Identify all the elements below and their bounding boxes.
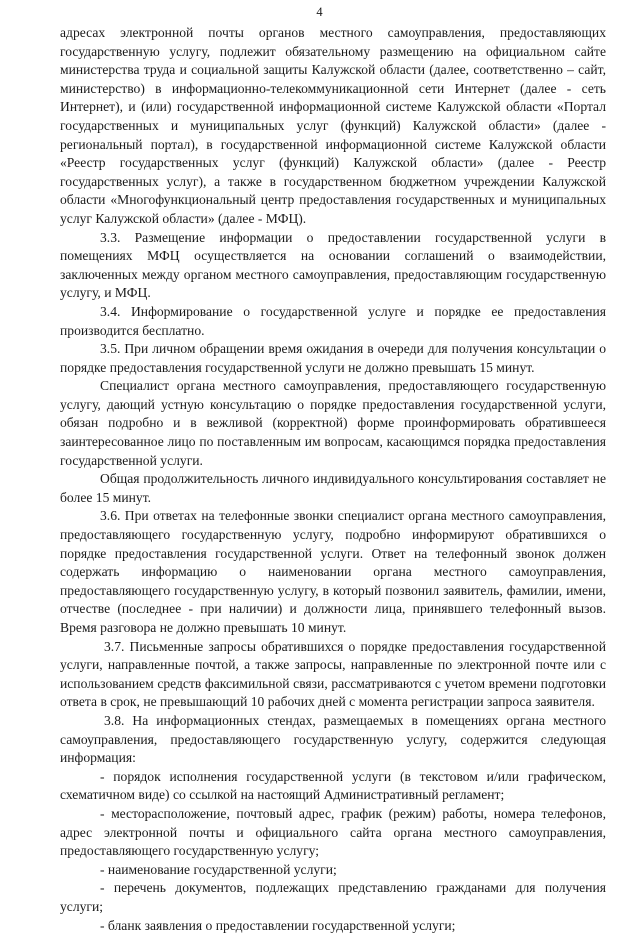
paragraph-intro-continuation: адресах электронной почты органов местного самоуправления, предоставляющих государственную услугу, подлежит обязательному размещению на официальном сайте министерства труда и социальной защиты Калужской области (далее, соответственно – сайт, министерство) в информационно-телекоммуникационной сети Интернет (далее - сеть Интернет), и (или) государственной информационной системе Калужской области «Портал государственных и муниципальных услуг (функций) Калужской области» (далее - региональный портал), в государственной информационной системе Калужской области «Реестр государственных услуг (функций) Калужской области» (далее - Реестр государственных услуг), а также в государственном бюджетном учреждении Калужской области «Многофункциональный центр предоставления государственных и муниципальных услуг Калужской области» (далее - МФЦ).	[60, 24, 606, 229]
paragraph-3-5: 3.5. При личном обращении время ожидания в очереди для получения консультации о порядке предоставления государственной услуги не должно превышать 15 минут.	[60, 340, 606, 377]
page-number: 4	[0, 4, 639, 20]
paragraph-3-6: 3.6. При ответах на телефонные звонки специалист органа местного самоуправления, предоставляющего государственную услугу, подробно информируют обратившихся о порядке предоставления государственной услуги. Ответ на телефонный звонок должен содержать информацию о наименовании органа местного самоуправления, предоставляющего государственную услугу, в который позвонил заявитель, фамилии, имени, отчестве (последнее - при наличии) и должности лица, принявшего телефонный вызов. Время разговора не должно превышать 10 минут.	[60, 507, 606, 637]
list-item-documents: - перечень документов, подлежащих представлению гражданами для получения услуги;	[60, 879, 606, 916]
paragraph-3-7: 3.7. Письменные запросы обратившихся о порядке предоставления государственной услуги, направленные почтой, а также запросы, направленные по электронной почте или с использованием средств факсимильной связи, рассматриваются с учетом времени подготовки ответа в срок, не превышающий 10 рабочих дней с момента регистрации запроса заявителя.	[60, 638, 606, 712]
list-item-application-form: - бланк заявления о предоставлении государственной услуги;	[60, 917, 606, 935]
document-body	[60, 24, 606, 935]
paragraph-consultation-duration: Общая продолжительность личного индивидуального консультирования составляет не более 15 минут.	[60, 470, 606, 507]
list-item-procedure: - порядок исполнения государственной услуги (в текстовом и/или графическом, схематичном виде) со ссылкой на настоящий Административный регламент;	[60, 768, 606, 805]
list-item-service-name: - наименование государственной услуги;	[60, 861, 606, 880]
list-item-location-contacts: - месторасположение, почтовый адрес, график (режим) работы, номера телефонов, адрес электронной почты и официального сайта органа местного самоуправления, предоставляющего государственную услугу;	[60, 805, 606, 861]
paragraph-3-8: 3.8. На информационных стендах, размещаемых в помещениях органа местного самоуправления, предоставляющего государственную услугу, содержится следующая информация:	[60, 712, 606, 768]
paragraph-specialist-consultation: Специалист органа местного самоуправления, предоставляющего государственную услугу, дающий устную консультацию о порядке предоставления государственной услуги, обязан подробно и в вежливой (корректной) форме проинформировать обратившееся заинтересованное лицо по поставленным им вопросам, касающимся порядка предоставления государственной услуги.	[60, 377, 606, 470]
paragraph-3-3: 3.3. Размещение информации о предоставлении государственной услуги в помещениях МФЦ осуществляется на основании соглашений о взаимодействии, заключенных между органом местного самоуправления, предоставляющим государственную услугу, и МФЦ.	[60, 229, 606, 303]
paragraph-3-4: 3.4. Информирование о государственной услуге и порядке ее предоставления производится бесплатно.	[60, 303, 606, 340]
